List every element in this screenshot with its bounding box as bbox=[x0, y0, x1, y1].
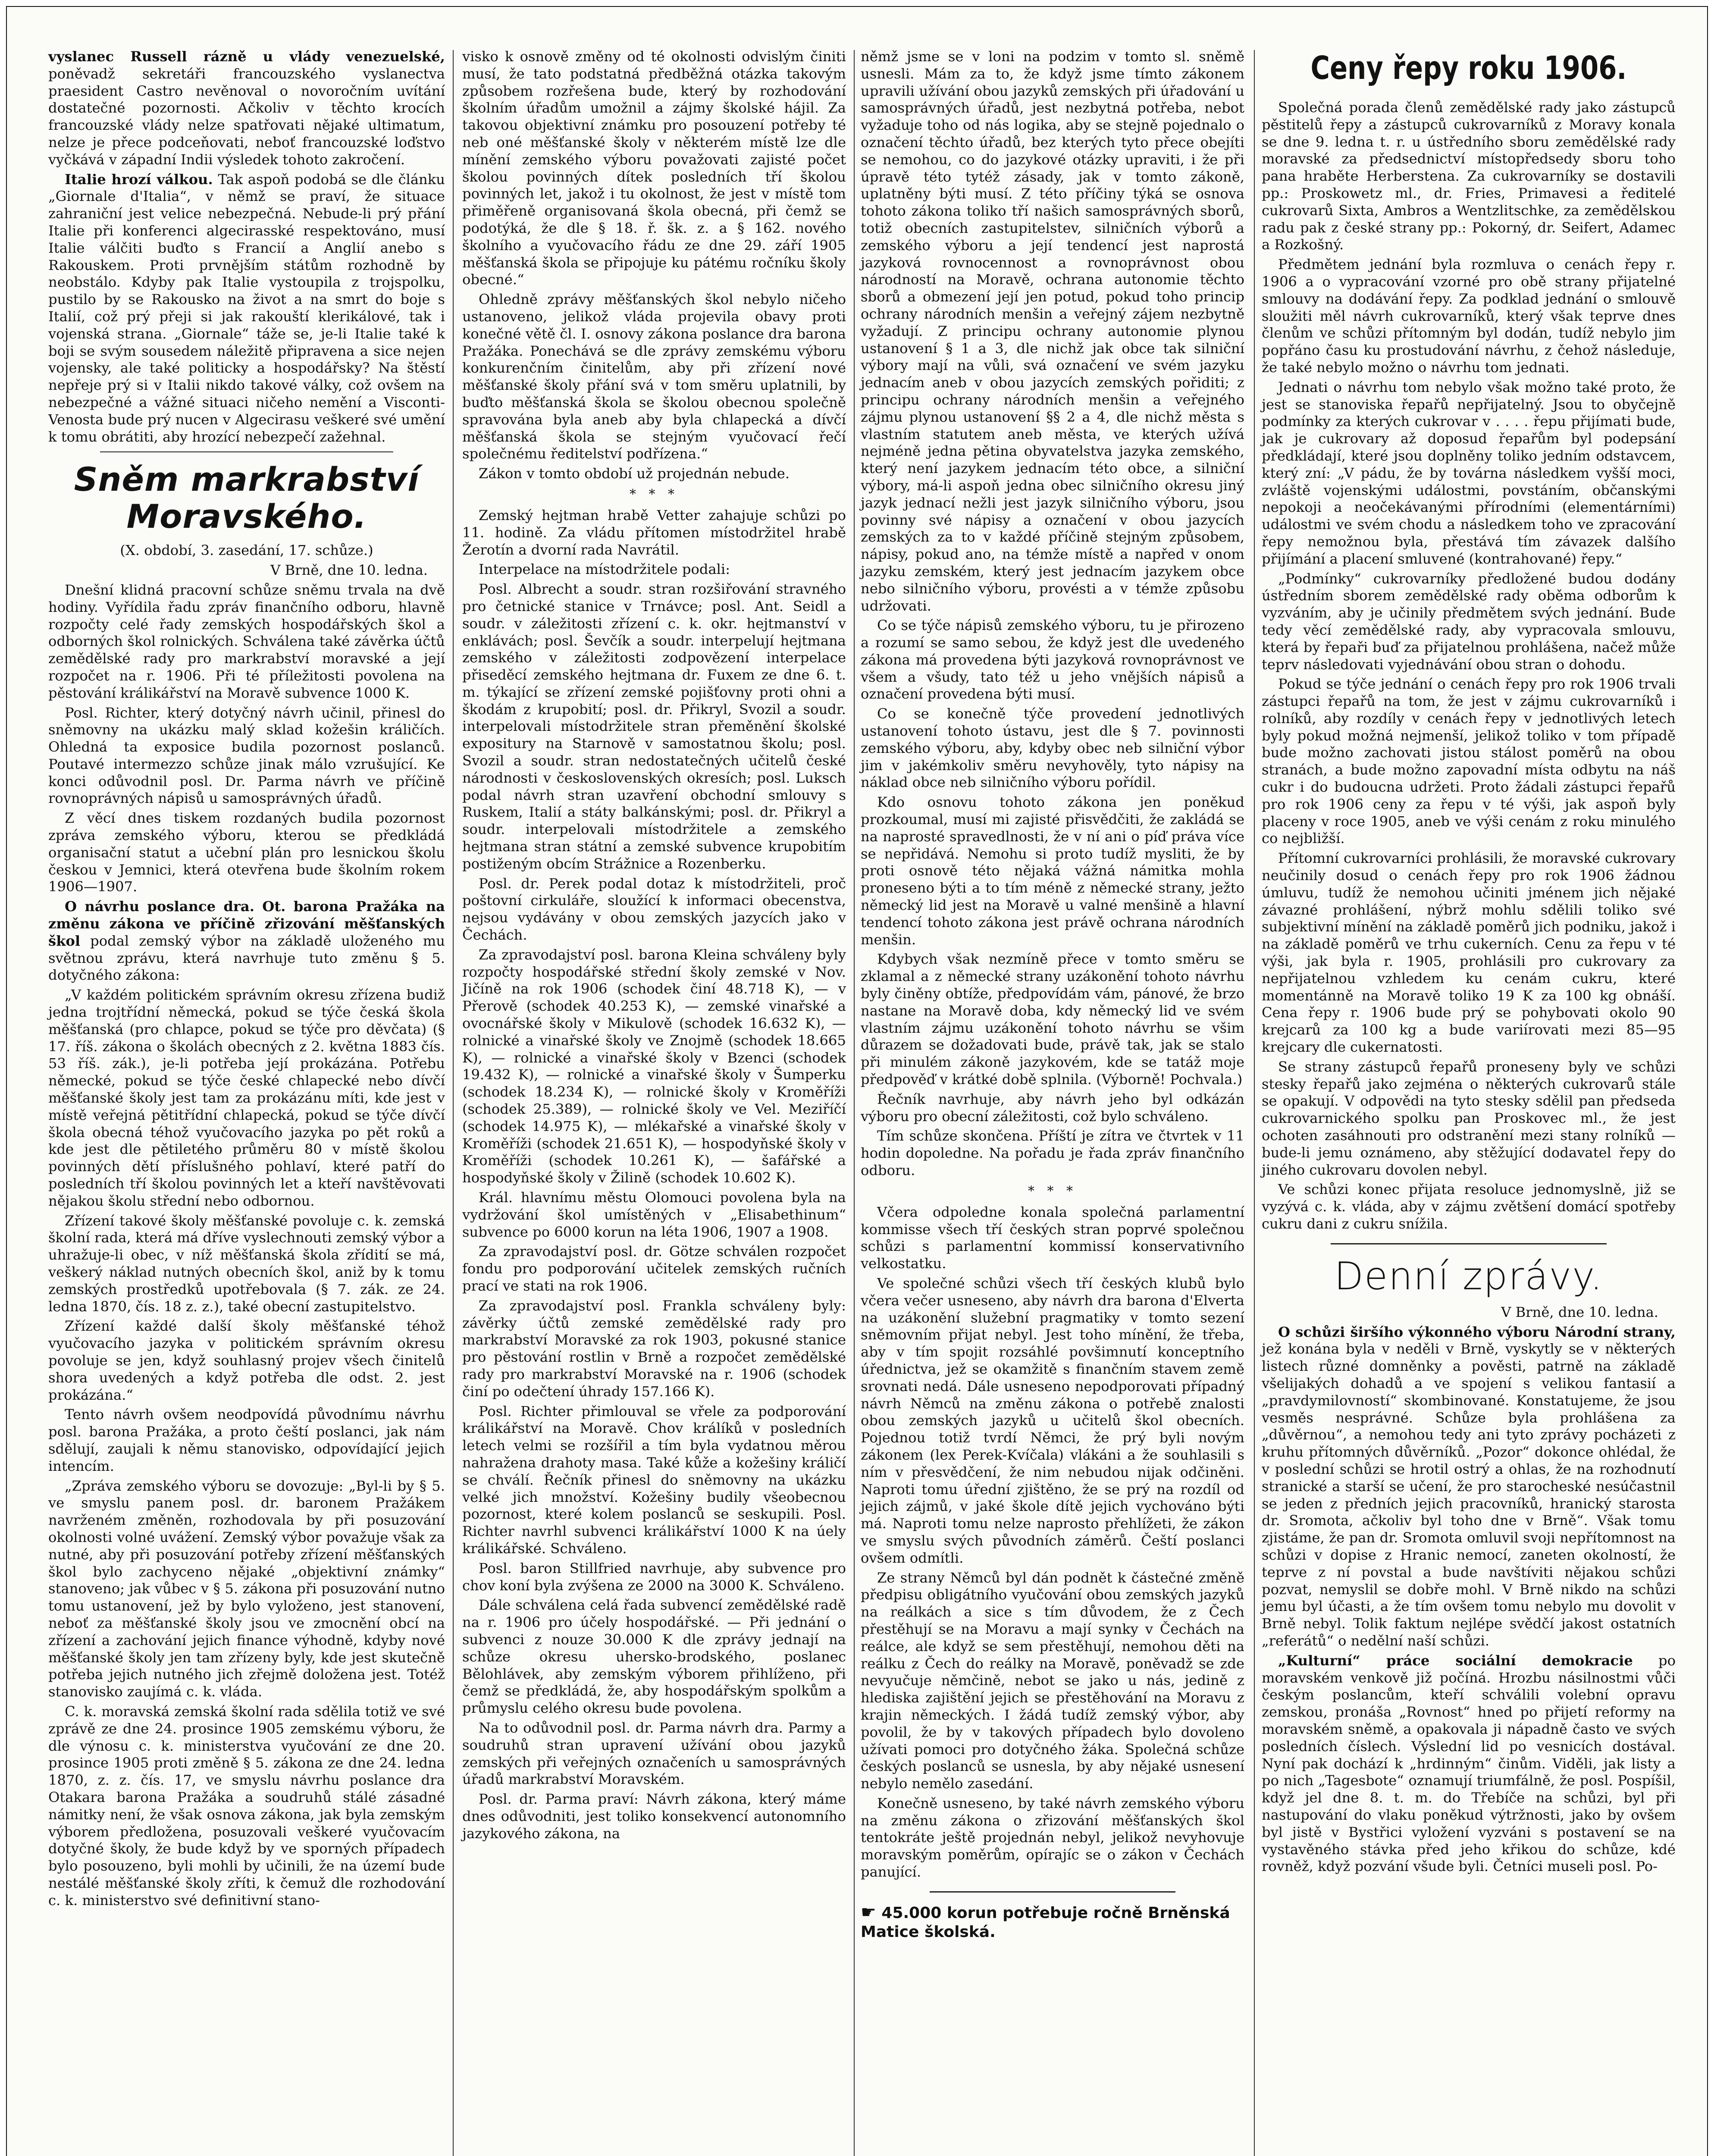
column-4 bbox=[1262, 48, 1676, 2156]
paragraph: Co se týče nápisů zemského výboru, tu je přirozeno a rozumí se samo sebou, že když jest dle uvedeného zákona má provedena býti jazyková rovnoprávnost ve všem a všudy, tato též u jeho vnějších nápisů a označení provedena býti musí. bbox=[861, 617, 1244, 702]
paragraph: Jednati o návrhu tom nebylo však možno také proto, že jest se stanoviska řepařů nepřijatelný. Jsou to obyčejně podmínky za kterých cukrovar v . . . . řepu přijímati bude, jak je cukrovary až doposud řepařům byl podepsání předkládají, které jsou doplněny toliko jedním odstavcem, který zní: „V pádu, že by továrna následkem vyšší moci, zvláště vojenskými událostmi, povstáním, občanskými nepokoji a neočekávanými přírodními (elementárními) událostmi ve svém chodu a následkem toho ve zpracování řepy nemožnou byla, přestává tím závazek dalšího přijímání a placení smluvené (kontrahované) řepy.“ bbox=[1262, 379, 1676, 567]
divider-stars: * * * bbox=[629, 486, 679, 502]
divider bbox=[930, 1891, 1175, 1893]
paragraph: Se strany zástupců řepařů proneseny byly ve schůzi stesky řepařů jako zejména o některých cukrovarů stále se opakují. V odpovědi na tyto stesky sdělil pan předseda cukrovarnického spolku pan Proskovec ml., že jest ochoten zasáhnouti pro odstranění mezi stany rolníků — bude-li jemu oznámeno, aby stěžující dodavatel řepy do jiného cukrovaru dovolen nebyl. bbox=[1262, 1058, 1676, 1178]
paragraph: visko k osnově změny od té okolnosti odvislým činiti musí, že tato podstatná předběžná otázka takovým způsobem rozřešena bude, který by rozhodování školním úřadům umožnil a zájmy školské hájil. Za takovou objektivní známku pro posouzení potřeby té neb oné měšťanské školy v některém místě lze dle mínění zemského výboru považovati zajisté počet školou povinných dítek posledních tří školou povinných let, jakož i tu okolnost, že jest v místě tom přiměřeně organisovaná škola obecná, při čemž se podotýká, že dle § 18. ř. šk. z. a § 162. nového školního a vyučovacího řádu ze dne 29. září 1905 měšťanská škola se připojuje ku pátému ročníku školy obecné.“ bbox=[462, 48, 846, 288]
column-1 bbox=[48, 48, 445, 2156]
paragraph: Ve schůzi konec přijata resoluce jednomyslně, již se vyzývá c. k. vláda, aby v zájmu zvětšení domácí spotřeby cukru dani z cukru snížila. bbox=[1262, 1181, 1676, 1232]
paragraph: Zemský hejtman hrabě Vetter zahajuje schůzi po 11. hodině. Za vládu přítomen místodržitel hrabě Žerotín a dvorní rada Navrátil. bbox=[462, 507, 846, 558]
paragraph: Dnešní klidná pracovní schůze sněmu trvala na dvě hodiny. Vyřídila řadu zpráv finančního odboru, hlavně rozpočty celé řady zemských hospodářských škol a odborných škol rolnických. Schválena také závěrka účtů zemědělské rady pro markrabství moravské a její rozpočet na r. 1906. Při té příležitosti povolena na pěstování králikářství na Moravě subvence 1000 K. bbox=[48, 581, 445, 701]
pointing-hand-icon: ☛ bbox=[861, 1902, 876, 1922]
paragraph: Posl. Albrecht a soudr. stran rozšiřování stravného pro četnické stanice v Trnávce; posl. Ant. Seidl a soudr. v záležitosti zřízení c. k. okr. hejtmanství v enklávách; posl. Ševčík a soudr. interpelují hejtmana zemského v záležitosti zodpovězení interpelace přiseděcí zemského hejtmana dr. Fuxem ze dne 6. t. m. týkající se zřízení zemské pojišťovny proti ohni a škodám z krupobití; posl. dr. Přikryl, Svozil a soudr. interpelovali místodržitele stran přeměnění školské expositury na Starnově v samostatnou školu; posl. Svozil a soudr. stran nedostatečných učitelů české národnosti v československých okresích; posl. Luksch podal návrh stran uzavření obchodní smlouvy s Ruskem, Italií a státy balkánskými; posl. dr. Přikryl a soudr. interpelovali místodržitele a zemského hejtmana stran státní a zemské subvence krupobitím postiženým obcím Strážnice a Rozenberku. bbox=[462, 581, 846, 872]
paragraph: Co se konečně týče provedení jednotlivých ustanovení tohoto ústavu, jest dle § 7. povinnosti zemského výboru, aby, kdyby obec neb silniční výbor jim v jakémkoliv směru nevyhověly, tyto nápisy na náklad obce neb silničního výboru pořídil. bbox=[861, 705, 1244, 791]
newspaper-page bbox=[6, 6, 1708, 2156]
paragraph: Řečník navrhuje, aby návrh jeho byl odkázán výboru pro obecní záležitosti, což bylo schváleno. bbox=[861, 1091, 1244, 1125]
paragraph: Ohledně zprávy měšťanských škol nebylo ničeho ustanoveno, jelikož vláda projevila obavy proti konečné větě čl. I. osnovy zákona poslance dra barona Pražáka. Ponechává se dle zprávy zemskému výboru konkurenčním činitelům, aby při zřízení nové měšťanské školy přání svá v tom směru uplatnili, by buďto měšťanská škola se školou obecnou společně spravována byla aneb aby byla chlapecká a dívčí měšťanská škola se stejným vyučovací řečí společnému ředitelství podřízena.“ bbox=[462, 291, 846, 462]
column-2 bbox=[462, 48, 846, 2156]
paragraph: Posl. Richter přimlouval se vřele za podporování králikářství na Moravě. Chov králíků v posledních letech velmi se rozšířil a tím byla vydatnou měrou nahražena drahoty masa. Také kůže a kožešiny králičí se chválí. Řečník přinesl do sněmovny na ukázku velké jich množství. Kožešiny budily všeobecnou pozornost, které kolem poslanců se seskupili. Posl. Richter navrhl subvenci králikářství 1000 K na úely králikářské. Schváleno. bbox=[462, 1403, 846, 1557]
section-heading: „Kulturní“ práce sociální demokracie bbox=[1278, 1652, 1633, 1669]
lead-bold: vyslanec Russell rázně u vlády venezuelské, bbox=[48, 48, 445, 65]
paragraph bbox=[1262, 1324, 1676, 1650]
paragraph: Zřízení každé další školy měšťanské téhož vyučovacího jazyka v politickém správním okresu povoluje se jen, když souhlasný projev všech činitelů shora uvedených a když potřeba dle odst. 2. jest prokázána.“ bbox=[48, 1318, 445, 1403]
column-rule bbox=[453, 50, 454, 2156]
paragraph-text: Tak aspoň podobá se dle článku „Giornale d'Italia“, v němž se praví, že situace zahraniční jest velice nebezpečná. Nebude-li prý přání Italie při konferenci algecirasské respektováno, musí Italie válčiti buďto s Francií a Anglií anebo s Rakouskem. Proti prvnějším státům rozhodně by neobstálo. Kdyby pak Italie vystoupila z trojspolku, pustilo by se Rakousko na život a na smrt do boje s Italií, což prý přeji si jak rakouští klerikálové, tak i vojenská strana. „Giornale“ táže se, je-li Italie také k boji se svým sousedem náležitě připravena a sice nejen vojensky, ale také politicky a hospodářsky? Na štěstí nepřeje prý si v Italii nikdo takové války, což ovšem na nebezpečné a vážné situaci ničeho nemění a Visconti-Venosta bude prý nucen v Algecirasu veškeré své umění k tomu obrátiti, aby hrozící nebezpečí zažehnal. bbox=[48, 171, 445, 445]
advert bbox=[861, 1903, 1244, 1942]
paragraph: Společná porada členů zemědělské rady jako zástupců pěstitelů řepy a zástupců cukrovarníků z Moravy konala se dne 9. ledna t. r. u ústředního sboru zemědělské rady moravské za předsednictví místopředsedy sboru toho pana hraběte Herberstena. Za cukrovarníky se dostavili pp.: Proskowetz ml., dr. Fries, Primavesi a ředitelé cukrovarů Sixta, Ambros a Wentzlitschke, za zemědělskou radu pak z české strany pp.: Pokorný, dr. Seifert, Adamec a Rozkošný. bbox=[1262, 99, 1676, 253]
advert-text: 45.000 korun potřebuje ročně Brněnská Matice školská. bbox=[861, 1904, 1230, 1941]
divider bbox=[1331, 1243, 1607, 1244]
paragraph bbox=[48, 898, 445, 984]
section-title: Denní zprávy. bbox=[1334, 1253, 1603, 1298]
paragraph: Včera odpoledne konala společná parlamentní kommisse všech tří českých stran poprvé společnou schůzi s parlamentní kommissí konservativního velkostatku. bbox=[861, 1203, 1244, 1272]
paragraph bbox=[48, 48, 445, 169]
paragraph: Dále schválena celá řada subvencí zemědělské radě na r. 1906 pro účely hospodářské. — Při jednání o subvenci z nouze 30.000 K dle zprávy jednají na schůze okresu uhersko-brodského, poslanec Bělohlávek, aby zemským výborem přihlíženo, při čemž se předkládá, že, aby hospodářským spolkům a průmyslu celého okresu bude povolena. bbox=[462, 1597, 846, 1717]
paragraph: Král. hlavnímu městu Olomouci povolena byla na vydržování škol umístěných v „Elisabethinum“ subvence po 6000 korun na léta 1906, 1907 a 1908. bbox=[462, 1189, 846, 1240]
paragraph: Ze strany Němců byl dán podnět k částečné změně předpisu obligátního vyučování obou zemských jazyků na reálkách a sice s tím důvodem, že z Čech přestěhují se na Moravu a mají synky v Čechách na reálce, ale když se sem přestěhují, nemohou děti na reálku z Čech do reálky na Moravě, poněvadž se zde nevyučuje němčině, nebot se jako u nás, jedině z hlediska zajištění jejich se přestěhování na Moravu z krajin německých. I žádá tudíž zemský výbor, aby povolil, že by v takových případech bylo dovoleno užívati pomoci pro dotyčného žáka. Společná schůze českých poslanců se usnesla, by aby nějaké usnesení nebylo nemělo zasedání. bbox=[861, 1569, 1244, 1792]
paragraph: Za zpravodajství posl. Frankla schváleny byly: závěrky účtů zemské zemědělské rady pro markrabství Moravské za rok 1903, pokusné stanice pro pěstování rostlin v Brně a rozpočet zemědělské rady pro markrabství Moravské na r. 1906 (schodek činí po odečtení úhrady 157.166 K). bbox=[462, 1297, 846, 1400]
section-heading: O schůzi širšího výkonného výboru Národní strany, bbox=[1278, 1323, 1676, 1340]
paragraph: Konečně usneseno, by také návrh zemského výboru na změnu zákona o zřizování měšťanských škol tentokráte ještě projednán nebyl, jelikož nevyhovuje moravským poměrům, opírajíc se o zákon v Čechách panující. bbox=[861, 1795, 1244, 1880]
section-heading: O návrhu poslance dra. Ot. barona Pražáka na změnu zákona ve příčině zřizování měšťanských škol bbox=[48, 898, 445, 949]
column-3 bbox=[861, 48, 1244, 2156]
paragraph-text: podal zemský výbor na základě uloženého mu světnou zprávu, která navrhuje tuto změnu § 5. dotyčného zákona: bbox=[48, 932, 445, 984]
paragraph: Na to odůvodnil posl. dr. Parma návrh dra. Parmy a soudruhů stran upravení užívání obou jazyků zemských při veřejných označeních u samosprávných úřadů markrabství Moravském. bbox=[462, 1719, 846, 1788]
paragraph: „Zpráva zemského výboru se dovozuje: „Byl-li by § 5. ve smyslu panem posl. dr. baronem Pražákem navrženém změněn, rozhodovala by při posuzování okolnosti volné uvážení. Zemský výbor považuje však za nutné, aby při posuzování potřeby zřízení měšťanských škol bylo zachyceno nějaké „objektivní známky“ stanoveno; jak vůbec v § 5. zákona při posuzování nutno tomu ustanovení, jež by bylo vyloženo, jest stanovení, neboť za měšťanské školy jsou ve zmocnění obcí na zřízení a zachování jejich finance výhodně, kdyby nové měšťanské školy jen tam zřízeny byly, kde jest skutečně potřeba jejich nutného jich zřejmě doložena jest. Totéž stanovisko zaujímá c. k. vláda. bbox=[48, 1477, 445, 1700]
paragraph: Přítomní cukrovarníci prohlásili, že moravské cukrovary neučinily dosud o cenách řepy pro rok 1906 žádnou úmluvu, tudíž že nemohou učiniti jménem jich nějaké závazné prohlášení, nýbrž mohlu sdělili toliko své subjektivní mínění na základě poměrů jich podniku, jakož i na základě poměrů ve trhu cukerních. Cenu za řepu v té výši, jak byla r. 1905, prohlásili pro cukrovary za nepřijatelnou vzhledem ku cenám cukru, které momentánně na Moravě toliko 19 K za 100 kg obnáší. Cena řepy r. 1906 bude prý se pohybovati okolo 90 krejcarů za 100 kg a bude variírovati mezi 85—95 krejcary dle cukernatosti. bbox=[1262, 850, 1676, 1056]
paragraph: Posl. dr. Parma praví: Návrh zákona, který máme dnes odůvodniti, jest toliko konsekvencí autonomního jazykového zákona, na bbox=[462, 1791, 846, 1842]
paragraph: Předmětem jednání byla rozmluva o cenách řepy r. 1906 a o vypracování vzorné pro obě strany přijatelné smlouvy na dodávání řepy. Za podklad jednání o smlouvě sloužiti měl návrh cukrovarníků, který však teprve dnes členům ve schůzi přítomným byl dodán, tudíž nebylo jim popřáno času ku prostudování návrhu, z čehož následuje, že také nebylo možno o návrhu tom jednati. bbox=[1262, 256, 1676, 376]
paragraph: němž jsme se v loni na podzim v tomto sl. sněmě usnesli. Mám za to, že když jsme tímto zákonem upravili užívání obou jazyků zemských při úřadování u samosprávných úřadů, jest nezbytná potřeba, nebot vyžaduje toho od nás logika, aby se stejně pojednalo o označení těchto úřadů, bez kterých tyto přece obejíti se nemohou, co do jazykové otázky upraviti, i že při úpravě této tytéž zásady, jak v tomto zákoně, uplatněny býti musí. Z této příčiny týká se osnova tohoto zákona toliko tří našich samosprávných sborů, totiž obecních zastupitelstev, silničních výborů a zemského výboru a její tendencí jest naprostá jazyková rovnocennost a rovnoprávnost obou národností na Moravě, ochrana autonomie těchto sborů a obmezení její jen potud, pokud toho princip ochrany národních menšin a veřejný zájem nezbytně vyžadují. Z principu ochrany autonomie plynou ustanovení § 1 a 3, dle nichž jak obce tak silniční výbory mají na vůli, svá označení ve svém jazyku jednacím aneb v obou jazycích zemských pořiditi; z principu ochrany národních menšin a veřejného zájmu plynou ustanovení §§ 2 a 4, dle nichž města s vlastním statutem aneb města, ve kterých užívá nejméně jedna pětina obyvatelstva jazyka zemského, který není jazykem jednacím této obce, a silniční výbory, má-li aspoň jedna obec silničního okresu jiný jazyk jednací nežli jest jazyk silničního výboru, jsou povinny své nápisy a označení v obou jazycích zemských za to v každé příčině stejným způsobem, nápisy, pokud ano, na témže místě a napřed v onom jazyku zemském, který jest jednacím jazykem obce nebo silničního výboru, provésti a v témže způsobu udržovati. bbox=[861, 48, 1244, 614]
paragraph-text: poněvadž sekretáři francouzského vyslanectva praesident Castro nevěnoval o novoročním uvítání dostatečné pozornosti. Ačkoliv v těchto krocích francouzské vlády nelze spatřovati nějaké ultimatum, nelze je přece podceňovati, neboť francouzské loďstvo vyčkává v západní Indii výsledek tohoto zakročení. bbox=[48, 65, 445, 168]
paragraph: Tento návrh ovšem neodpovídá původnímu návrhu posl. barona Pražáka, a proto čeští poslanci, jak nám sdělují, zaujali k němu stanovisko, odpovídající jejich intencím. bbox=[48, 1406, 445, 1474]
paragraph: Posl. baron Stillfried navrhuje, aby subvence pro chov koní byla zvýšena ze 2000 na 3000 K. Schváleno. bbox=[462, 1560, 846, 1594]
dateline: V Brně, dne 10. ledna. bbox=[1501, 1304, 1658, 1320]
paragraph: Kdybych však nezmíně přece v tomto směru se zklamal a z německé strany uzákonění tohoto návrhu byly činěny obtíže, předpovídám vám, pánové, že brzo nastane na Moravě doba, kdy německý lid ve svém vlastním zájmu uzákonění tohoto návrhu se všim důrazem se dožadovati bude, právě tak, jak se stalo při minulém zákoně jazykovém, kde se tatáž moje předpověď v krátké době splnila. (Výborně! Pochvala.) bbox=[861, 951, 1244, 1088]
divider-stars: * * * bbox=[1028, 1183, 1078, 1199]
paragraph-text: po moravském venkově již počíná. Hrozbu násilnostmi vůči českým poslancům, kteří schválili volební opravu zemskou, pronáša „Rovnost“ hned po přijetí reformy na moravském sněmě, a opakovala ji nápadně často ve svých posledních číslech. Výslední lid po vesnicích dostával. Nyní pak dochází k „hrdinným“ činům. Viděli, jak listy a po nich „Tagesbote“ oznamují triumfálně, že posl. Pospíšil, když jel dne 8. t. m. do Třebíče na schůzi, byl při nastupování do vlaku poněkud výtržnosti, jako by ovšem byl jistě v Bystřici vyložení vyzváni s postavení se na vystavěného stávka před jeho křikou do schůze, kdé rovněž, když pozvání všude byli. Četníci museli posl. Po- bbox=[1262, 1652, 1676, 1875]
column-rule bbox=[1254, 50, 1255, 2156]
dateline: V Brně, dne 10. ledna. bbox=[270, 562, 428, 579]
paragraph bbox=[48, 171, 445, 446]
column-rule bbox=[854, 50, 855, 2156]
paragraph: Za zpravodajství posl. dr. Götze schválen rozpočet fondu pro podporování učitelek zemských ručních prací ve stati na rok 1906. bbox=[462, 1243, 846, 1294]
paragraph: Z věcí dnes tiskem rozdaných budila pozornost zpráva zemského výboru, kterou se předkládá organisační statut a učební plán pro lesnickou školu českou v Jemnici, která otevřena bude školním rokem 1906—1907. bbox=[48, 810, 445, 895]
paragraph: Kdo osnovu tohoto zákona jen poněkud prozkoumal, musí mi zajisté přisvědčiti, že zakládá se na naprosté spravedlnosti, že v ní ani o píď práva více se nepřidává. Nemohu si proto tudíž mysliti, že by proti osnově této nějaká vážná námitka mohla proneseno býti a to tím méně z německé strany, ježto německý lid jest na Moravě u valné menšině a hlavní tendencí tohoto zákona jest právě ochrana národních menšin. bbox=[861, 794, 1244, 948]
section-heading: Italie hrozí válkou. bbox=[65, 171, 213, 188]
paragraph-text: jež konána byla v neděli v Brně, vyskytly se v některých listech různé domněnky a pověsti, patrně na základě všelijakých dohadů a ve spojení s velikou fantasií a „pravdymilovností“ skombinované. Konstatujeme, že jsou vesměs nesprávné. Schůze byla prohlášena za „důvěrnou“, a nemohou tedy ani tyto zprávy pocházeti z kruhu přítomných důvěrníků. „Pozor“ dokonce ohlédal, že v poslední schůzi se hrotil ostrý a ohlas, že na rozhodnutí stranické a starší se učení, že pro starocheské nesúčastnil se jeden z předních jejich pracovníků, hranický starosta dr. Sromota, ačkoliv byl toho dne v Brně“. Však tomu zjistáme, že pan dr. Sromota omluvil svoji nepřítomnost na schůzi v dopise z Hranic nemocí, zaneten okolností, že teprve z ní povstal a bude navštíviti nějakou schůzi pozvat, nemyslil se dobře mohl. V Brně nikdo na schůzi jemu byl účasti, a že tím ovšem tomu nebylo mu dovolit v Brně nebyl. Tolik faktum nejlépe svědčí jakost ostatních „referátů“ o nedělní naší schůzi. bbox=[1262, 1341, 1676, 1649]
paragraph bbox=[1262, 1652, 1676, 1875]
paragraph: Interpelace na místodržitele podali: bbox=[479, 561, 730, 578]
paragraph: Za zpravodajství posl. barona Kleina schváleny byly rozpočty hospodářské střední školy zemské v Nov. Jičíně na rok 1906 (schodek činí 48.718 K), — v Přerově (schodek 40.253 K), — zemské vinařské a ovocnářské školy v Mikulově (schodek 16.632 K), — rolnické a vinařské školy ve Znojmě (schodek 18.665 K), — rolnické a vinařské školy v Bzenci (schodek 19.432 K), — rolnické a vinařské školy v Šumperku (schodek 18.234 K), — rolnické školy v Kroměříži (schodek 25.389), — rolnické školy ve Vel. Meziříčí (schodek 14.975 K), — mlékařské a vinařské školy v Kroměříži (schodek 21.651 K), — hospodyňské školy v Kroměříži (schodek 10.261 K), — šafářské a hospodyňské školy v Žilině (schodek 10.602 K). bbox=[462, 946, 846, 1186]
paragraph: Zákon v tomto období už projednán nebude. bbox=[479, 465, 790, 482]
divider bbox=[100, 451, 393, 452]
paragraph: Posl. Richter, který dotyčný návrh učinil, přinesl do sněmovny na ukázku malý sklad kožešin králičích. Ohledná ta exposice budila pozornost poslanců. Poutavé intermezzo schůze jinak málo vzrušující. Ke konci odůvodnil posl. Dr. Parma návrh ve příčině rovnoprávných nápisů u samosprávných úřadů. bbox=[48, 704, 445, 807]
paragraph: „V každém politickém správním okresu zřízena budiž jedna trojtřídní německá, pokud se týče česká škola měšťanská (pro chlapce, pokud se týče pro děvčata) (§ 17. říš. zákona o školách obecných z 2. května 1883 čís. 53 říš. zák.), je-li potřeba její prokázána. Potřebu německé, pokud se týče české chlapecké nebo dívčí měšťanské školy jest tam za prokázánu míti, kde jest v místě veřejná pětitřídní chlapecká, pokud se týče dívčí škola obecná téhož vyučovacího jazyka po pět roků a kde jest dle pětiletého průměru 80 v místě školou povinných dětí příslušného pohlaví, které patří do posledních tří školou povinných let a kteří navštěvovati nějakou školu střední nebo odbornou. bbox=[48, 987, 445, 1209]
paragraph: Pokud se týče jednání o cenách řepy pro rok 1906 trvali zástupci řepařů na tom, že jest v zájmu cukrovarníků i rolníků, aby rozdíly v cenách řepy v jednotlivých letech byly pokud možná nejmenší, jelikož toliko v tom případě bude možno zachovati jistou stálost poměrů na obou stranách, a bude možno zapovadní místa odbytu na náš cukr i do budoucna udržeti. Proto žádali zástupci řepařů pro rok 1906 ceny za řepu v té výši, jak aspoň byly placeny v roce 1905, aneb ve výši cenám z roku minulého co nejbližší. bbox=[1262, 676, 1676, 847]
paragraph: Tím schůze skončena. Příští je zítra ve čtvrtek v 11 hodin dopoledne. Na pořadu je řada zpráv finančního odboru. bbox=[861, 1128, 1244, 1178]
article-title: Ceny řepy roku 1906. bbox=[1310, 50, 1627, 87]
paragraph: Ve společné schůzi všech tří českých klubů bylo včera večer usneseno, aby návrh dra barona d'Elverta na uzákonění služební pragmatiky v tomto sezení sněmovním přijat nebyl. Jest toho mínění, že třeba, aby v tím spojit rozsáhlé povšimnutí konceptního úřednictva, jež se okamžitě s finančním stavem země srovnati nedá. Dále usneseno nepodporovati případný návrh Němců na změnu zákona o potřebě znalosti obou zemských jazyků u učitelů škol obecních. Pojednou totiž tvrdí Němci, že prý byli novým zákonem (lex Perek-Kvíčala) vlákáni a že souhlasili s ním v přesvědčení, že nim nebudou nijak odčiněni. Naproti tomu úřední zjištěno, že se prý na rozdíl od jejich zájmů, v jaké škole dítě jejich vychováno býti má. Naproti tomu nelze naprosto přehlížeti, že zákon ve smyslu svých původních záměrů. Čeští poslanci ovšem odmítli. bbox=[861, 1275, 1244, 1566]
paragraph: C. k. moravská zemská školní rada sdělila totiž ve své zprávě ze dne 24. prosince 1905 zemskému výboru, že dle výnosu c. k. ministerstva vyučování ze dne 20. prosince 1905 proti změně § 5. zákona ze dne 24. ledna 1870, z. z. čís. 17, ve smyslu návrhu poslance dra Otakara barona Pražáka a soudruhů stálé zásadné námitky není, že však osnova zákona, jak byla zemským výborem předložena, posuzovali veškeré vyučovacím dotyčné školy, že bude když by ve sporných případech bylo posouzeno, byli mohli by učinili, že na území bude nestálé měšťanské školy zříti, k čemuž dle rozhodování c. k. ministerstvo své definitivní stano- bbox=[48, 1703, 445, 1908]
paragraph: „Podmínky“ cukrovarníky předložené budou dodány ústředním sborem zemědělské rady oběma odborům k vyzváním, aby je učinily předmětem svých jednání. Bude tedy věcí zemědělské rady, aby vypracovala smlouvu, která by řepaři buď za přijatelnou prohlášena, načež může teprv následovati vyjednávání obou stran o dohodu. bbox=[1262, 570, 1676, 673]
article-title: Sněm markrabství Moravského. bbox=[74, 460, 420, 536]
article-subtitle: (X. období, 3. zasedání, 17. schůze.) bbox=[120, 542, 373, 559]
paragraph: Posl. dr. Perek podal dotaz k místodržiteli, proč poštovní cirkuláře, sloužící k informaci obecenstva, nejsou vydávány v obou zemských jazycích jako v Čechách. bbox=[462, 875, 846, 943]
paragraph: Zřízení takové školy měšťanské povoluje c. k. zemská školní rada, která má dříve vyslechnouti zemský výbor a uhražuje-li obec, v níž měšťanská škola zřídití se má, veškerý náklad nutných obecních škol, aniž by k tomu zemských prostředků upotřebovala (§ 7. zák. ze 24. ledna 1870, čís. 18 z. z.), také obecní zastupitelstvo. bbox=[48, 1212, 445, 1315]
